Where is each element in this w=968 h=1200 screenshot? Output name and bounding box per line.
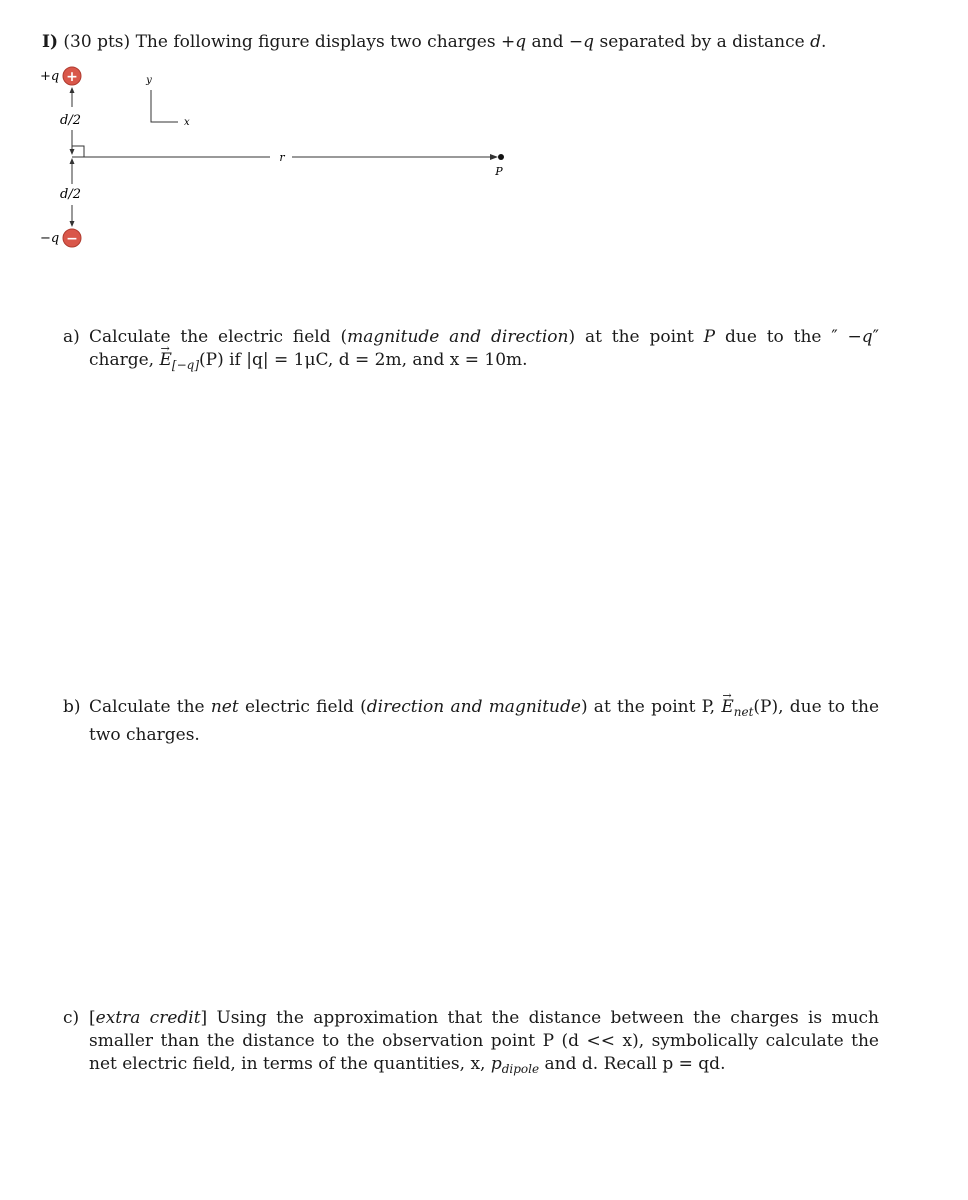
- dipole-subscript: dipole: [501, 1062, 540, 1076]
- question-c-t1: Using the approximation that the distance between the charges is much smaller than the distance to the observation point P (d << x), symbolically calculate the net electric field, in terms of the quantities, x,: [89, 1008, 879, 1074]
- minus-q-label: −q: [40, 231, 60, 246]
- question-b-t3: ) at the point P,: [580, 697, 716, 717]
- axis-x-label: x: [184, 117, 190, 128]
- net-field-subscript: net: [733, 705, 754, 719]
- arrow-up-icon: [70, 87, 75, 93]
- half-d-bottom-label: d/2: [60, 187, 81, 202]
- arrow-right-icon: [490, 154, 498, 160]
- separation-text: separated by a distance: [599, 32, 805, 52]
- right-angle-marker: [72, 146, 84, 157]
- question-c-text: [89, 1007, 879, 1081]
- r-label: r: [279, 151, 285, 164]
- question-a-label: a): [63, 327, 80, 347]
- pos-charge-symbol: +q: [501, 32, 527, 52]
- problem-number: I): [42, 32, 58, 52]
- point-p-dot: [498, 154, 504, 160]
- question-a-t1: Calculate the electric field (: [89, 327, 348, 347]
- net-field-vector-symbol: → E: [721, 696, 733, 719]
- problem-intro: The following figure displays two charges: [135, 32, 496, 52]
- question-b-t2: electric field (: [244, 697, 367, 717]
- arrow-down-icon-lower: [70, 221, 75, 227]
- minus-sign-icon: −: [66, 231, 78, 247]
- field-vector-subscript: [−q]: [171, 358, 200, 372]
- bracket-close: ]: [200, 1008, 208, 1028]
- question-b-t1: Calculate the: [89, 697, 205, 717]
- question-a-t2: ) at the point: [568, 327, 694, 347]
- arrow-down-icon: [70, 149, 75, 155]
- extra-credit-label: extra credit: [95, 1008, 201, 1028]
- question-a-t5: (P) if |q| = 1μC, d = 2m, and x = 10m.: [199, 350, 528, 370]
- question-b: [63, 696, 880, 747]
- plus-q-label: +q: [40, 69, 60, 84]
- question-c-t2: and d. Recall p = qd.: [544, 1054, 726, 1074]
- and-word: and: [531, 32, 564, 52]
- question-a-emphasis: magnitude and direction: [347, 327, 569, 347]
- neg-charge-symbol: −q: [568, 32, 595, 52]
- problem-header: [42, 30, 942, 54]
- question-b-t4: (P), due to the two charges.: [89, 697, 880, 745]
- question-a-t3: due to the ″ −: [724, 327, 862, 347]
- question-a-t4: ″ charge,: [89, 327, 880, 370]
- question-b-emphasis: direction and magnitude: [366, 697, 581, 717]
- question-a-text: [89, 326, 879, 377]
- dipole-p-symbol: p: [490, 1054, 502, 1074]
- question-b-text: [89, 696, 879, 747]
- point-p-label: P: [495, 165, 503, 178]
- question-c-label: c): [63, 1008, 80, 1028]
- question-b-label: b): [63, 697, 81, 717]
- field-vector-symbol: → E: [159, 349, 171, 372]
- dipole-figure: [30, 62, 530, 262]
- question-a: [63, 326, 880, 377]
- axes-icon: [151, 90, 178, 122]
- question-b-net: net: [210, 697, 239, 717]
- period: .: [820, 32, 827, 52]
- half-d-top-label: d/2: [60, 113, 81, 128]
- question-a-q: q: [861, 327, 873, 347]
- distance-symbol: d: [810, 32, 821, 52]
- axis-y-label: y: [146, 75, 152, 86]
- plus-sign-icon: +: [66, 69, 78, 85]
- question-c: [63, 1007, 879, 1081]
- problem-points: (30 pts): [63, 32, 131, 52]
- question-a-point: P: [703, 327, 716, 347]
- bracket-open: [: [89, 1008, 96, 1028]
